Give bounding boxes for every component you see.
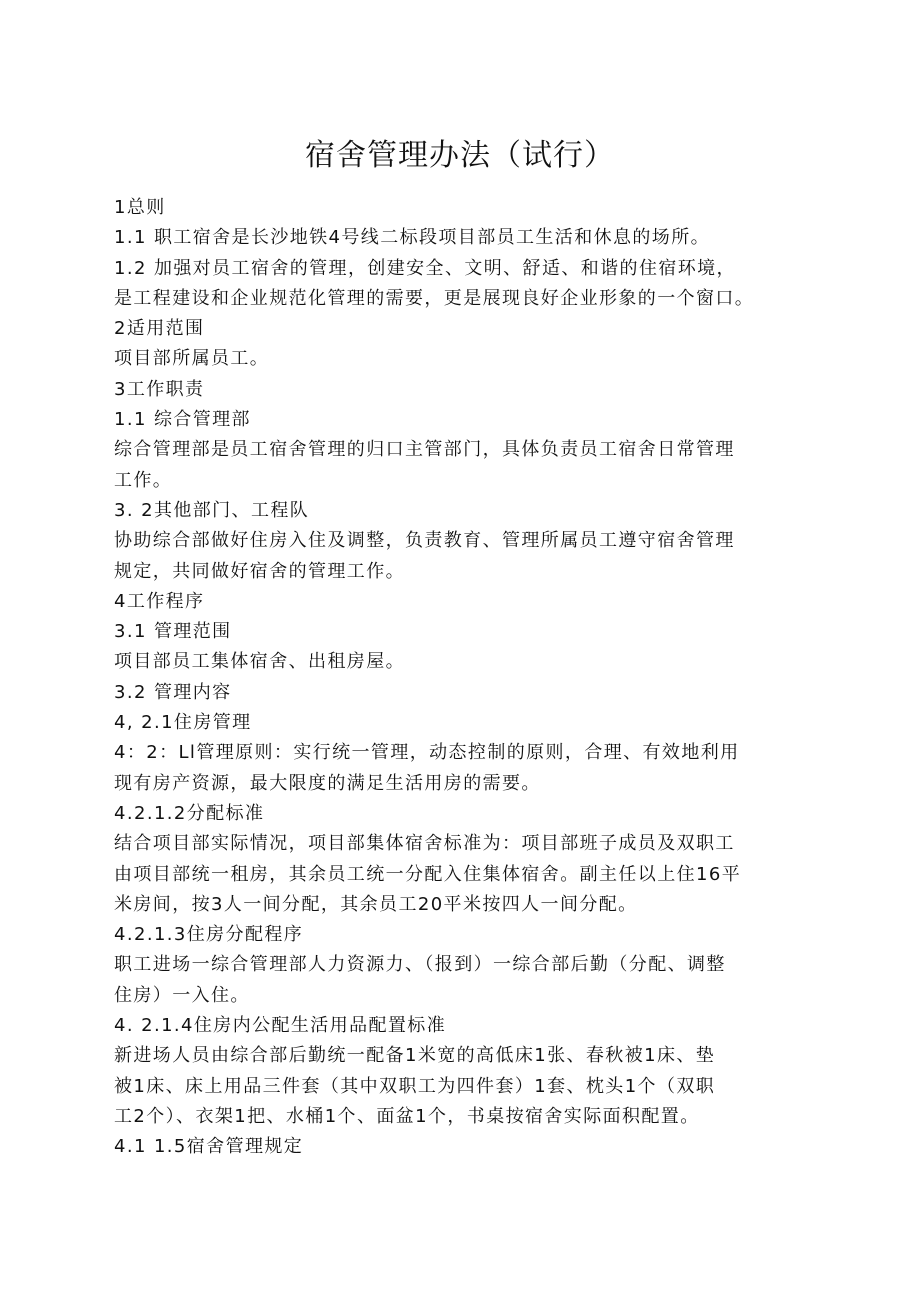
text-line: 4.2.1.2分配标准 — [114, 802, 265, 824]
text-line: 协助综合部做好住房入住及调整，负责教育、管理所属员工遵守宿舍管理 — [114, 530, 735, 552]
text-line: 1总则 — [114, 197, 166, 218]
text-line: 4.1 1.5宿舍管理规定 — [114, 1136, 304, 1158]
text-line: 米房间，按3人一间分配，其余员工20平米按四人一间分配。 — [114, 893, 638, 915]
text-line: 3.1 管理范围 — [114, 621, 232, 643]
text-line: 1.1 综合管理部 — [114, 409, 251, 431]
text-line: 3.2 管理内容 — [114, 681, 232, 703]
text-line: 被1床、床上用品三件套（其中双职工为四件套）1套、枕头1个（双职 — [114, 1075, 716, 1097]
text-line: 4.2.1.3住房分配程序 — [114, 924, 304, 946]
text-line: 规定，共同做好宿舍的管理工作。 — [114, 560, 405, 582]
text-line: 职工进场一综合管理部人力资源力、（报到）一综合部后勤（分配、调整 — [114, 954, 726, 976]
text-line: 4. 2.1.4住房内公配生活用品配置标准 — [114, 1015, 447, 1037]
text-line: 项目部员工集体宿舍、出租房屋。 — [114, 651, 405, 673]
document-body — [114, 193, 834, 1163]
text-line: 1.2 加强对员工宿舍的管理，创建安全、文明、舒适、和谐的住宿环境， — [114, 257, 736, 279]
text-line: 3. 2其他部门、工程队 — [114, 499, 310, 521]
text-line: 由项目部统一租房，其余员工统一分配入住集体宿舍。副主任以上住16平 — [114, 863, 742, 885]
text-line: 是工程建设和企业规范化管理的需要，更是展现良好企业形象的一个窗口。 — [114, 287, 755, 309]
text-line: 4工作程序 — [114, 590, 205, 612]
text-line: 结合项目部实际情况，项目部集体宿舍标准为：项目部班子成员及双职工 — [114, 833, 735, 855]
text-line: 项目部所属员工。 — [114, 348, 270, 370]
text-line: 2适用范围 — [114, 318, 205, 340]
text-line: 工作。 — [114, 469, 173, 491]
text-line: 住房）一入住。 — [114, 984, 250, 1006]
text-line: 4, 2.1住房管理 — [114, 712, 252, 734]
text-line: 工2个）、衣架1把、水桶1个、面盆1个，书桌按宿舍实际面积配置。 — [114, 1105, 700, 1127]
text-line: 1.1 职工宿舍是长沙地铁4号线二标段项目部员工生活和休息的场所。 — [114, 227, 710, 249]
text-line: 4：2：Ll管理原则：实行统一管理，动态控制的原则，合理、有效地利用 — [114, 742, 740, 764]
text-line: 现有房产资源，最大限度的满足生活用房的需要。 — [114, 772, 541, 794]
document-title: 宿舍管理办法（试行） — [305, 138, 615, 173]
text-line: 3工作职责 — [114, 378, 205, 400]
text-line: 新进场人员由综合部后勤统一配备1米宽的高低床1张、春秋被1床、垫 — [114, 1045, 716, 1067]
text-line: 综合管理部是员工宿舍管理的归口主管部门，具体负责员工宿舍日常管理 — [114, 439, 735, 461]
